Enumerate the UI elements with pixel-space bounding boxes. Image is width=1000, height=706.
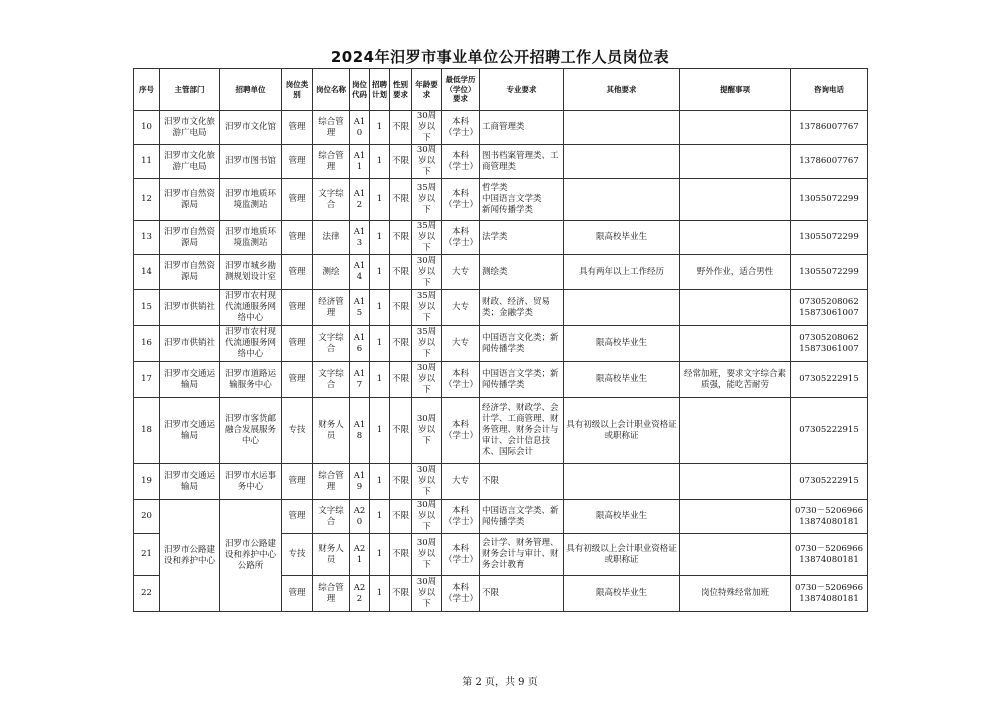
hiring-unit-cell: 汨罗市客货邮融合发展服务中心	[220, 398, 282, 464]
row-number: 11	[134, 145, 160, 179]
age-cell: 30周岁以下	[412, 534, 442, 576]
row-number: 21	[134, 534, 160, 576]
row-number: 10	[134, 111, 160, 145]
header-row	[134, 69, 868, 111]
phone-cell: 13786007767	[791, 145, 868, 179]
plan-count-cell: 1	[370, 221, 390, 255]
department-cell: 汨罗市供销社	[160, 290, 220, 326]
other-requirements-cell	[564, 290, 680, 326]
position-code-cell: A11	[350, 145, 370, 179]
department-cell: 汨罗市自然资源局	[160, 179, 220, 221]
other-requirements-cell	[564, 464, 680, 500]
major-cell: 中国语言文学类、新闻传播学类	[480, 500, 564, 534]
reminder-cell	[680, 145, 791, 179]
position-code-cell: A19	[350, 464, 370, 500]
reminder-cell: 野外作业，适合男性	[680, 255, 791, 290]
position-name-cell: 文字综合	[313, 326, 350, 362]
hiring-unit-cell: 汨罗市图书馆	[220, 145, 282, 179]
phone-cell: 13055072299	[791, 179, 868, 221]
position-code-cell: A21	[350, 534, 370, 576]
major-cell: 中国语言文化类；新闻传播学类	[480, 326, 564, 362]
other-requirements-cell: 限高校毕业生	[564, 576, 680, 612]
major-cell: 哲学类 中国语言文学类 新闻传播学类	[480, 179, 564, 221]
hiring-unit-cell: 汨罗市农村现代流通服务网络中心	[220, 290, 282, 326]
plan-count-cell: 1	[370, 362, 390, 398]
education-cell: 本科（学士）	[442, 576, 480, 612]
age-cell: 35周岁以下	[412, 221, 442, 255]
position-name-cell: 综合管理	[313, 464, 350, 500]
phone-cell: 0730－5206966 13874080181	[791, 500, 868, 534]
column-header: 主管部门	[160, 69, 220, 111]
major-cell: 法学类	[480, 221, 564, 255]
table-row	[134, 290, 868, 326]
age-cell: 30周岁以下	[412, 111, 442, 145]
gender-cell: 不限	[390, 290, 412, 326]
gender-cell: 不限	[390, 534, 412, 576]
hiring-unit-cell: 汨罗市公路建设和养护中心公路所	[220, 500, 282, 612]
department-cell: 汨罗市文化旅游广电局	[160, 145, 220, 179]
position-code-cell: A22	[350, 576, 370, 612]
row-number: 19	[134, 464, 160, 500]
gender-cell: 不限	[390, 398, 412, 464]
table-row	[134, 362, 868, 398]
column-header: 咨询电话	[791, 69, 868, 111]
education-cell: 大专	[442, 290, 480, 326]
table-row	[134, 500, 868, 534]
position-code-cell: A18	[350, 398, 370, 464]
major-cell: 测绘类	[480, 255, 564, 290]
position-code-cell: A12	[350, 179, 370, 221]
hiring-unit-cell: 汨罗市水运事务中心	[220, 464, 282, 500]
education-cell: 本科（学士）	[442, 221, 480, 255]
reminder-cell: 经常加班，要求文字综合素质强，能吃苦耐劳	[680, 362, 791, 398]
column-header: 最低学历（学位）要求	[442, 69, 480, 111]
gender-cell: 不限	[390, 326, 412, 362]
major-cell: 财政、经济、贸易类；金融学类	[480, 290, 564, 326]
phone-cell: 07305208062 15873061007	[791, 290, 868, 326]
reminder-cell	[680, 500, 791, 534]
table-row	[134, 255, 868, 290]
age-cell: 30周岁以下	[412, 255, 442, 290]
category-cell: 管理	[282, 179, 313, 221]
reminder-cell	[680, 326, 791, 362]
position-name-cell: 财务人员	[313, 398, 350, 464]
other-requirements-cell: 限高校毕业生	[564, 500, 680, 534]
category-cell: 管理	[282, 221, 313, 255]
table-row	[134, 398, 868, 464]
department-cell: 汨罗市公路建设和养护中心	[160, 500, 220, 612]
row-number: 16	[134, 326, 160, 362]
age-cell: 35周岁以下	[412, 290, 442, 326]
column-header: 岗位名称	[313, 69, 350, 111]
phone-cell: 13786007767	[791, 111, 868, 145]
education-cell: 本科（学士）	[442, 398, 480, 464]
reminder-cell	[680, 290, 791, 326]
reminder-cell	[680, 534, 791, 576]
category-cell: 管理	[282, 326, 313, 362]
position-name-cell: 文字综合	[313, 500, 350, 534]
row-number: 13	[134, 221, 160, 255]
column-header: 岗位代码	[350, 69, 370, 111]
education-cell: 本科（学士）	[442, 534, 480, 576]
position-name-cell: 文字综合	[313, 179, 350, 221]
table-row	[134, 326, 868, 362]
position-name-cell: 法律	[313, 221, 350, 255]
major-cell: 经济学、财政学、会计学、工商管理、财务管理、财务会计与审计、会计信息技术、国际会计	[480, 398, 564, 464]
hiring-unit-cell: 汨罗市地质环境监测站	[220, 221, 282, 255]
category-cell: 管理	[282, 362, 313, 398]
category-cell: 管理	[282, 576, 313, 612]
position-code-cell: A16	[350, 326, 370, 362]
phone-cell: 0730－5206966 13874080181	[791, 534, 868, 576]
page-title: 2024年汨罗市事业单位公开招聘工作人员岗位表	[330, 48, 670, 66]
other-requirements-cell: 具有初级以上会计职业资格证或职称证	[564, 398, 680, 464]
major-cell: 不限	[480, 576, 564, 612]
age-cell: 30周岁以下	[412, 576, 442, 612]
gender-cell: 不限	[390, 179, 412, 221]
hiring-unit-cell: 汨罗市文化馆	[220, 111, 282, 145]
education-cell: 本科（学士）	[442, 500, 480, 534]
position-code-cell: A15	[350, 290, 370, 326]
age-cell: 30周岁以下	[412, 398, 442, 464]
department-cell: 汨罗市交通运输局	[160, 464, 220, 500]
plan-count-cell: 1	[370, 500, 390, 534]
row-number: 22	[134, 576, 160, 612]
reminder-cell	[680, 464, 791, 500]
category-cell: 管理	[282, 500, 313, 534]
other-requirements-cell: 限高校毕业生	[564, 221, 680, 255]
positions-table	[133, 68, 868, 612]
reminder-cell	[680, 179, 791, 221]
position-code-cell: A17	[350, 362, 370, 398]
age-cell: 30周岁以下	[412, 145, 442, 179]
plan-count-cell: 1	[370, 326, 390, 362]
position-name-cell: 文字综合	[313, 362, 350, 398]
department-cell: 汨罗市文化旅游广电局	[160, 111, 220, 145]
column-header: 招聘单位	[220, 69, 282, 111]
hiring-unit-cell: 汨罗市道路运输服务中心	[220, 362, 282, 398]
row-number: 18	[134, 398, 160, 464]
category-cell: 专技	[282, 398, 313, 464]
gender-cell: 不限	[390, 221, 412, 255]
gender-cell: 不限	[390, 576, 412, 612]
other-requirements-cell: 具有两年以上工作经历	[564, 255, 680, 290]
education-cell: 大专	[442, 464, 480, 500]
gender-cell: 不限	[390, 145, 412, 179]
column-header: 性别要求	[390, 69, 412, 111]
reminder-cell	[680, 111, 791, 145]
phone-cell: 13055072299	[791, 221, 868, 255]
phone-cell: 0730－5206966 13874080181	[791, 576, 868, 612]
column-header: 年龄要求	[412, 69, 442, 111]
row-number: 20	[134, 500, 160, 534]
plan-count-cell: 1	[370, 111, 390, 145]
other-requirements-cell	[564, 179, 680, 221]
department-cell: 汨罗市供销社	[160, 326, 220, 362]
column-header: 岗位类别	[282, 69, 313, 111]
education-cell: 大专	[442, 255, 480, 290]
phone-cell: 13055072299	[791, 255, 868, 290]
row-number: 17	[134, 362, 160, 398]
hiring-unit-cell: 汨罗市农村现代流通服务网络中心	[220, 326, 282, 362]
department-cell: 汨罗市自然资源局	[160, 255, 220, 290]
table-row	[134, 111, 868, 145]
plan-count-cell: 1	[370, 464, 390, 500]
position-name-cell: 综合管理	[313, 576, 350, 612]
age-cell: 30周岁以下	[412, 464, 442, 500]
column-header: 提醒事项	[680, 69, 791, 111]
column-header: 其他要求	[564, 69, 680, 111]
plan-count-cell: 1	[370, 290, 390, 326]
position-code-cell: A14	[350, 255, 370, 290]
other-requirements-cell	[564, 111, 680, 145]
other-requirements-cell: 具有初级以上会计职业资格证或职称证	[564, 534, 680, 576]
reminder-cell: 岗位特殊经常加班	[680, 576, 791, 612]
column-header: 序号	[134, 69, 160, 111]
gender-cell: 不限	[390, 111, 412, 145]
column-header: 招聘计划	[370, 69, 390, 111]
major-cell: 中国语言文学类；新闻传播学类	[480, 362, 564, 398]
category-cell: 专技	[282, 534, 313, 576]
education-cell: 大专	[442, 326, 480, 362]
column-header: 专业要求	[480, 69, 564, 111]
gender-cell: 不限	[390, 500, 412, 534]
position-code-cell: A13	[350, 221, 370, 255]
position-name-cell: 经济管理	[313, 290, 350, 326]
category-cell: 管理	[282, 464, 313, 500]
education-cell: 本科（学士）	[442, 111, 480, 145]
major-cell: 不限	[480, 464, 564, 500]
row-number: 15	[134, 290, 160, 326]
position-code-cell: A10	[350, 111, 370, 145]
other-requirements-cell	[564, 145, 680, 179]
plan-count-cell: 1	[370, 145, 390, 179]
education-cell: 本科（学士）	[442, 362, 480, 398]
department-cell: 汨罗市交通运输局	[160, 362, 220, 398]
plan-count-cell: 1	[370, 255, 390, 290]
education-cell: 本科（学士）	[442, 145, 480, 179]
position-name-cell: 财务人员	[313, 534, 350, 576]
age-cell: 35周岁以下	[412, 326, 442, 362]
phone-cell: 07305222915	[791, 464, 868, 500]
table-row	[134, 464, 868, 500]
phone-cell: 07305222915	[791, 362, 868, 398]
gender-cell: 不限	[390, 362, 412, 398]
reminder-cell	[680, 398, 791, 464]
category-cell: 管理	[282, 255, 313, 290]
position-name-cell: 测绘	[313, 255, 350, 290]
category-cell: 管理	[282, 111, 313, 145]
department-cell: 汨罗市自然资源局	[160, 221, 220, 255]
table-row	[134, 221, 868, 255]
age-cell: 30周岁以下	[412, 500, 442, 534]
row-number: 12	[134, 179, 160, 221]
major-cell: 图书档案管理类、工商管理类	[480, 145, 564, 179]
table-row	[134, 145, 868, 179]
position-code-cell: A20	[350, 500, 370, 534]
table-row	[134, 179, 868, 221]
hiring-unit-cell: 汨罗市地质环境监测站	[220, 179, 282, 221]
gender-cell: 不限	[390, 464, 412, 500]
position-name-cell: 综合管理	[313, 145, 350, 179]
plan-count-cell: 1	[370, 179, 390, 221]
department-cell: 汨罗市交通运输局	[160, 398, 220, 464]
table-body	[134, 111, 868, 612]
phone-cell: 07305222915	[791, 398, 868, 464]
other-requirements-cell: 限高校毕业生	[564, 362, 680, 398]
other-requirements-cell: 限高校毕业生	[564, 326, 680, 362]
category-cell: 管理	[282, 290, 313, 326]
age-cell: 35周岁以下	[412, 179, 442, 221]
phone-cell: 07305208062 15873061007	[791, 326, 868, 362]
plan-count-cell: 1	[370, 534, 390, 576]
gender-cell: 不限	[390, 255, 412, 290]
row-number: 14	[134, 255, 160, 290]
position-name-cell: 综合管理	[313, 111, 350, 145]
plan-count-cell: 1	[370, 398, 390, 464]
age-cell: 30周岁以下	[412, 362, 442, 398]
reminder-cell	[680, 221, 791, 255]
page-number: 第 2 页，共 9 页	[462, 677, 538, 688]
major-cell: 会计学、财务管理、财务会计与审计、财务会计教育	[480, 534, 564, 576]
major-cell: 工商管理类	[480, 111, 564, 145]
hiring-unit-cell: 汨罗市城乡勘测规划设计室	[220, 255, 282, 290]
category-cell: 管理	[282, 145, 313, 179]
education-cell: 本科（学士）	[442, 179, 480, 221]
plan-count-cell: 1	[370, 576, 390, 612]
